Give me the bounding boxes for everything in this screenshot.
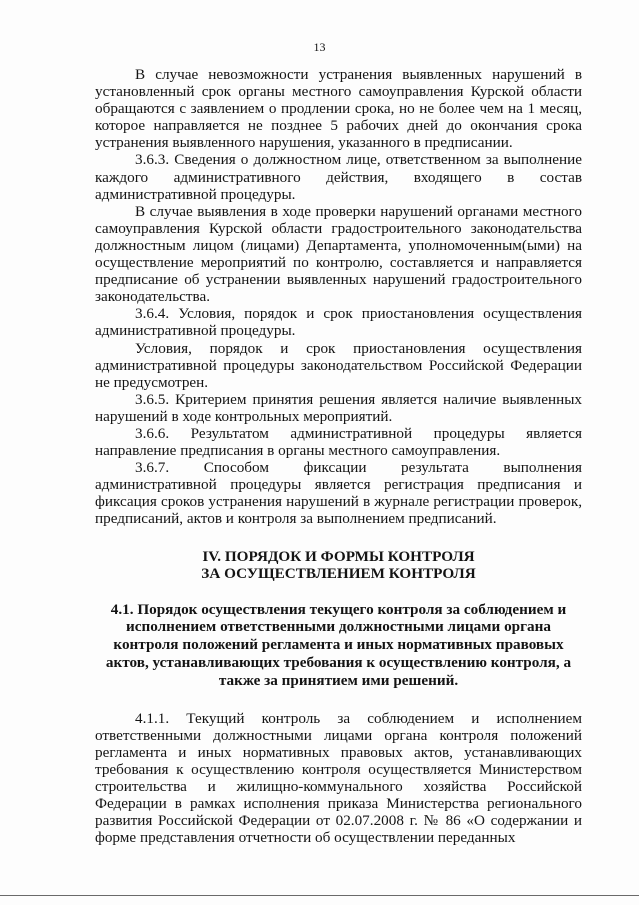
section-heading: 4.1. Порядок осуществления текущего контроля за соблюдением и исполнением ответственными должностными лицами органа контроля положений регламента и иных нормативных правовых актов, устанавливающих требования к осуществлению контроля, а также за принятием ими решений. <box>105 600 572 689</box>
paragraph: 3.6.7. Способом фиксации результата выполнения административной процедуры является регистрация предписания и фиксация сроков устранения нарушений в журнале регистрации проверок, предписаний, актов и контроля за выполнением предписаний. <box>95 459 582 528</box>
paragraph: 3.6.6. Результатом административной процедуры является направление предписания в органы местного самоуправления. <box>95 424 582 460</box>
document-body <box>95 66 582 846</box>
page-edge-line <box>0 895 639 896</box>
chapter-heading-line: IV. ПОРЯДОК И ФОРМЫ КОНТРОЛЯ <box>202 547 475 565</box>
chapter-heading <box>95 548 582 583</box>
paragraph: В случае невозможности устранения выявленных нарушений в установленный срок органы местного самоуправления Курской области обращаются с заявлением о продлении срока, но не более чем на 1 месяц, которое направляется не позднее 5 рабочих дней до окончания срока устранения выявленного нарушения, указанного в предписании. <box>95 66 582 152</box>
page-number: 13 <box>313 40 326 54</box>
paragraph: 3.6.4. Условия, порядок и срок приостановления осуществления административной процедуры. <box>95 305 582 340</box>
paragraph: 3.6.3. Сведения о должностном лице, ответственном за выполнение каждого административного действия, входящего в состав административной процедуры. <box>95 151 582 203</box>
paragraph: Условия, порядок и срок приостановления осуществления административной процедуры законодательством Российской Федерации не предусмотрен. <box>95 339 582 391</box>
paragraph: 4.1.1. Текущий контроль за соблюдением и исполнением ответственными должностными лицами органа контроля положений регламента и иных нормативных правовых актов, устанавливающих требования к осуществлению контроля осуществляется Министерством строительства и жилищно-коммунального хозяйства Российской Федерации в рамках исполнения приказа Министерства регионального развития Российской Федерации от 02.07.2008 г. № 86 «О содержании и форме представления отчетности об осуществлении переданных <box>95 709 582 847</box>
paragraph: 3.6.5. Критерием принятия решения является наличие выявленных нарушений в ходе контрольных мероприятий. <box>95 390 582 425</box>
chapter-heading-line: ЗА ОСУЩЕСТВЛЕНИЕМ КОНТРОЛЯ <box>201 565 476 583</box>
paragraph: В случае выявления в ходе проверки нарушений органами местного самоуправления Курской области градостроительного законодательства должностным лицом (лицами) Департамента, уполномоченным(ыми) на осуществление мероприятий по контролю, составляется и направляется предписание об устранении выявленных нарушений градостроительного законодательства. <box>95 202 582 306</box>
